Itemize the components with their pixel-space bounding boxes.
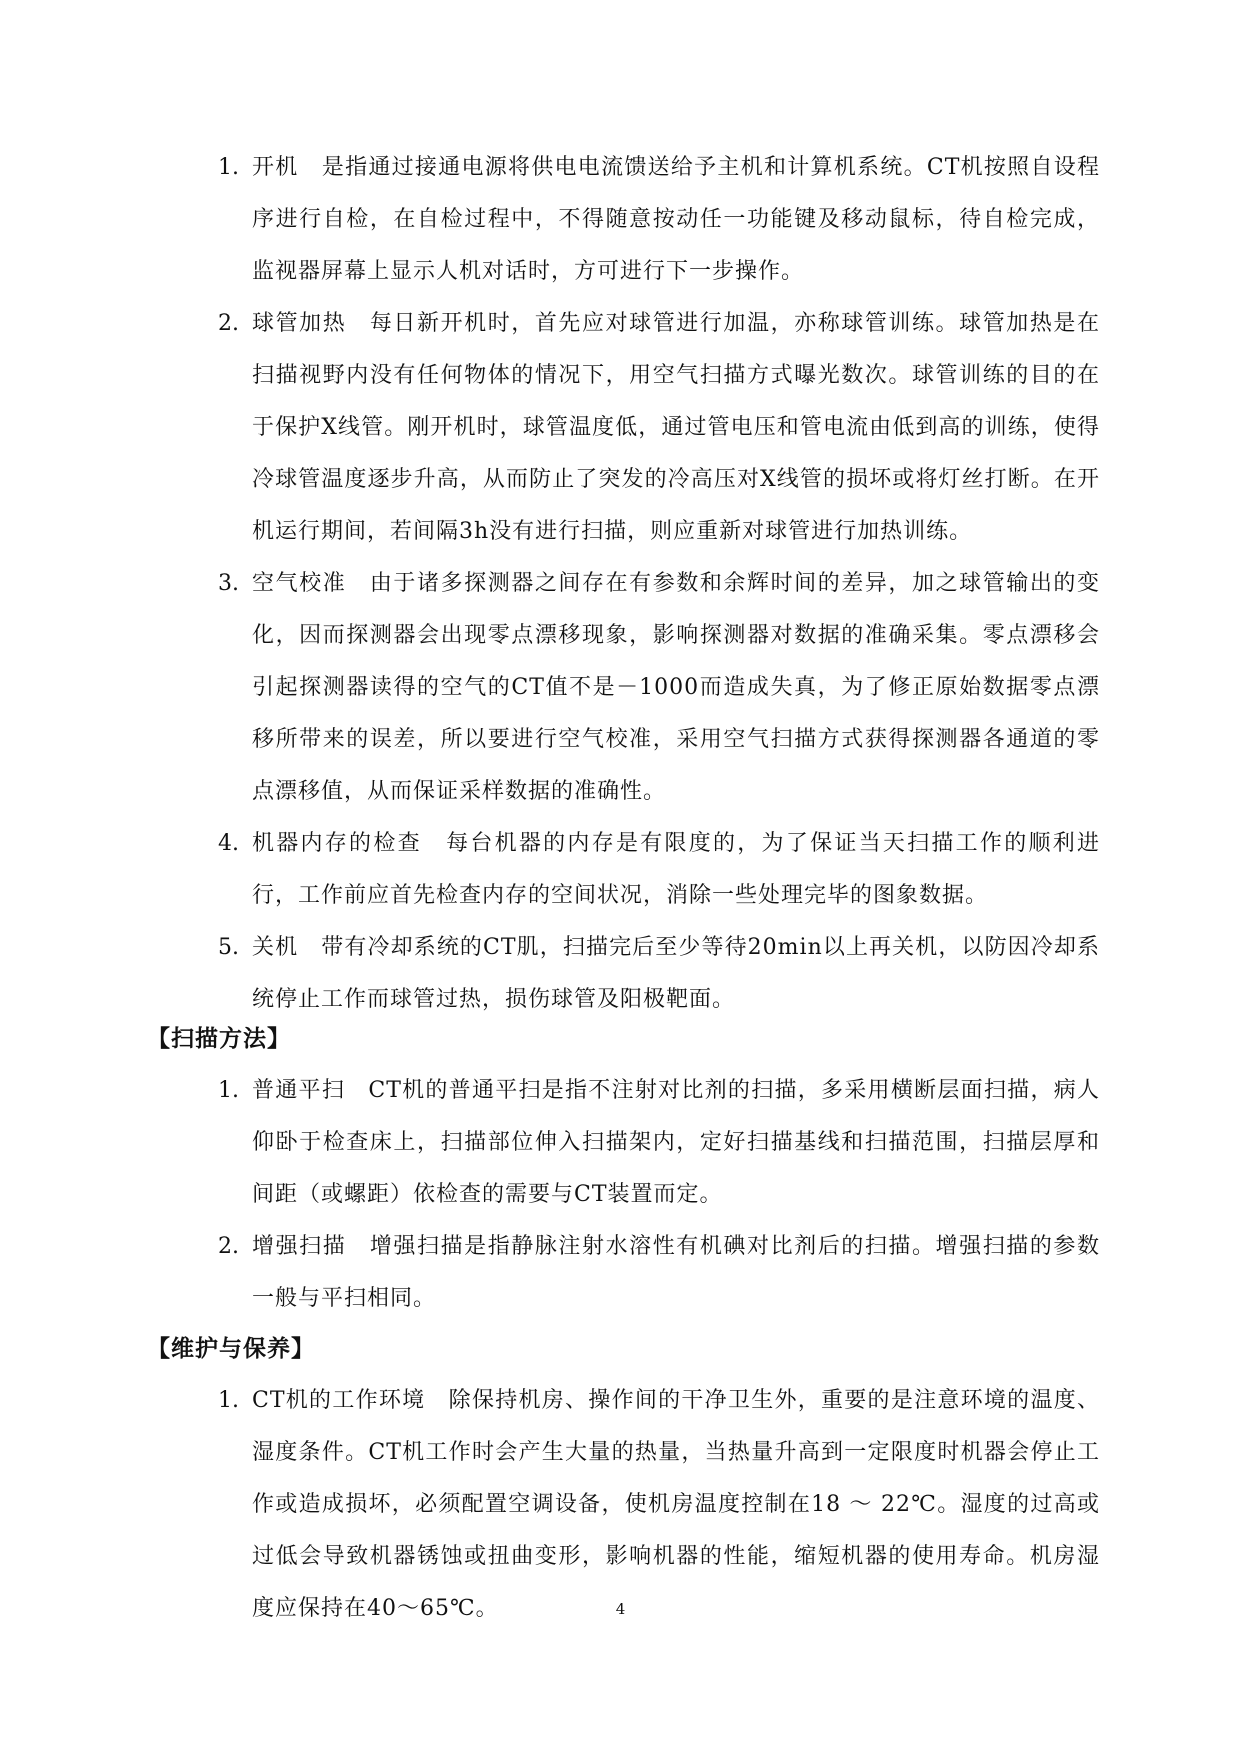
list-item-number: 1. [218, 1078, 239, 1103]
page-number: 4 [615, 1600, 626, 1618]
list-item-number: 1. [218, 1388, 239, 1413]
list-item-text: 机器内存的检查 每台机器的内存是有限度的，为了保证当天扫描工作的顺利进行，工作前应首先检查内存的空间状况，消除一些处理完毕的图象数据。 [252, 831, 1100, 908]
list-item [0, 298, 1241, 558]
list-item-text: CT机的工作环境 除保持机房、操作间的干净卫生外，重要的是注意环境的温度、湿度条件。CT机工作时会产生大量的热量，当热量升高到一定限度时机器会停止工作或造成损坏，必须配置空调设备，使机房温度控制在18 ～ 22℃。湿度的过高或过低会导致机器锈蚀或扭曲变形，影响机器的性能，缩短机器的使用寿命。机房湿度应保持在40～65℃。 [252, 1388, 1100, 1621]
section-heading-scan-method: 【扫描方法】 [147, 1025, 291, 1052]
list-item-number: 1. [218, 155, 239, 180]
list-item-text: 空气校准 由于诸多探测器之间存在有参数和余辉时间的差异，加之球管输出的变化，因而探测器会出现零点漂移现象，影响探测器对数据的准确采集。零点漂移会引起探测器读得的空气的CT值不是－1000而造成失真，为了修正原始数据零点漂移所带来的误差，所以要进行空气校准，采用空气扫描方式获得探测器各通道的零点漂移值，从而保证采样数据的准确性。 [252, 571, 1100, 804]
list-item [0, 1375, 1241, 1635]
list-item-number: 2. [218, 1234, 239, 1259]
list-item-number: 4. [218, 831, 239, 856]
list-item-number: 3. [218, 571, 239, 596]
list-item [0, 818, 1241, 922]
list-item-text: 关机 带有冷却系统的CT肌，扫描完后至少等待20min以上再关机，以防因冷却系统停止工作而球管过热，损伤球管及阳极靶面。 [252, 935, 1100, 1012]
scan-method-list [0, 1065, 1241, 1325]
list-item [0, 1065, 1241, 1221]
list-item-text: 普通平扫 CT机的普通平扫是指不注射对比剂的扫描，多采用横断层面扫描，病人仰卧于检查床上，扫描部位伸入扫描架内，定好扫描基线和扫描范围，扫描层厚和间距（或螺距）依检查的需要与CT装置而定。 [252, 1078, 1100, 1207]
list-item [0, 558, 1241, 818]
maintenance-list [0, 1375, 1241, 1635]
list-item-text: 球管加热 每日新开机时，首先应对球管进行加温，亦称球管训练。球管加热是在扫描视野内没有任何物体的情况下，用空气扫描方式曝光数次。球管训练的目的在于保护X线管。刚开机时，球管温度低，通过管电压和管电流由低到高的训练，使得冷球管温度逐步升高，从而防止了突发的冷高压对X线管的损坏或将灯丝打断。在开机运行期间，若间隔3h没有进行扫描，则应重新对球管进行加热训练。 [252, 311, 1100, 544]
section-heading-maintenance: 【维护与保养】 [147, 1335, 315, 1362]
list-item-number: 5. [218, 935, 239, 960]
startup-procedure-list [0, 142, 1241, 1026]
list-item-text: 增强扫描 增强扫描是指静脉注射水溶性有机碘对比剂后的扫描。增强扫描的参数一般与平扫相同。 [252, 1234, 1100, 1311]
list-item-text: 开机 是指通过接通电源将供电电流馈送给予主机和计算机系统。CT机按照自设程序进行自检，在自检过程中，不得随意按动任一功能键及移动鼠标，待自检完成，监视器屏幕上显示人机对话时，方可进行下一步操作。 [252, 155, 1100, 284]
list-item [0, 142, 1241, 298]
list-item [0, 922, 1241, 1026]
list-item [0, 1221, 1241, 1325]
list-item-number: 2. [218, 311, 239, 336]
